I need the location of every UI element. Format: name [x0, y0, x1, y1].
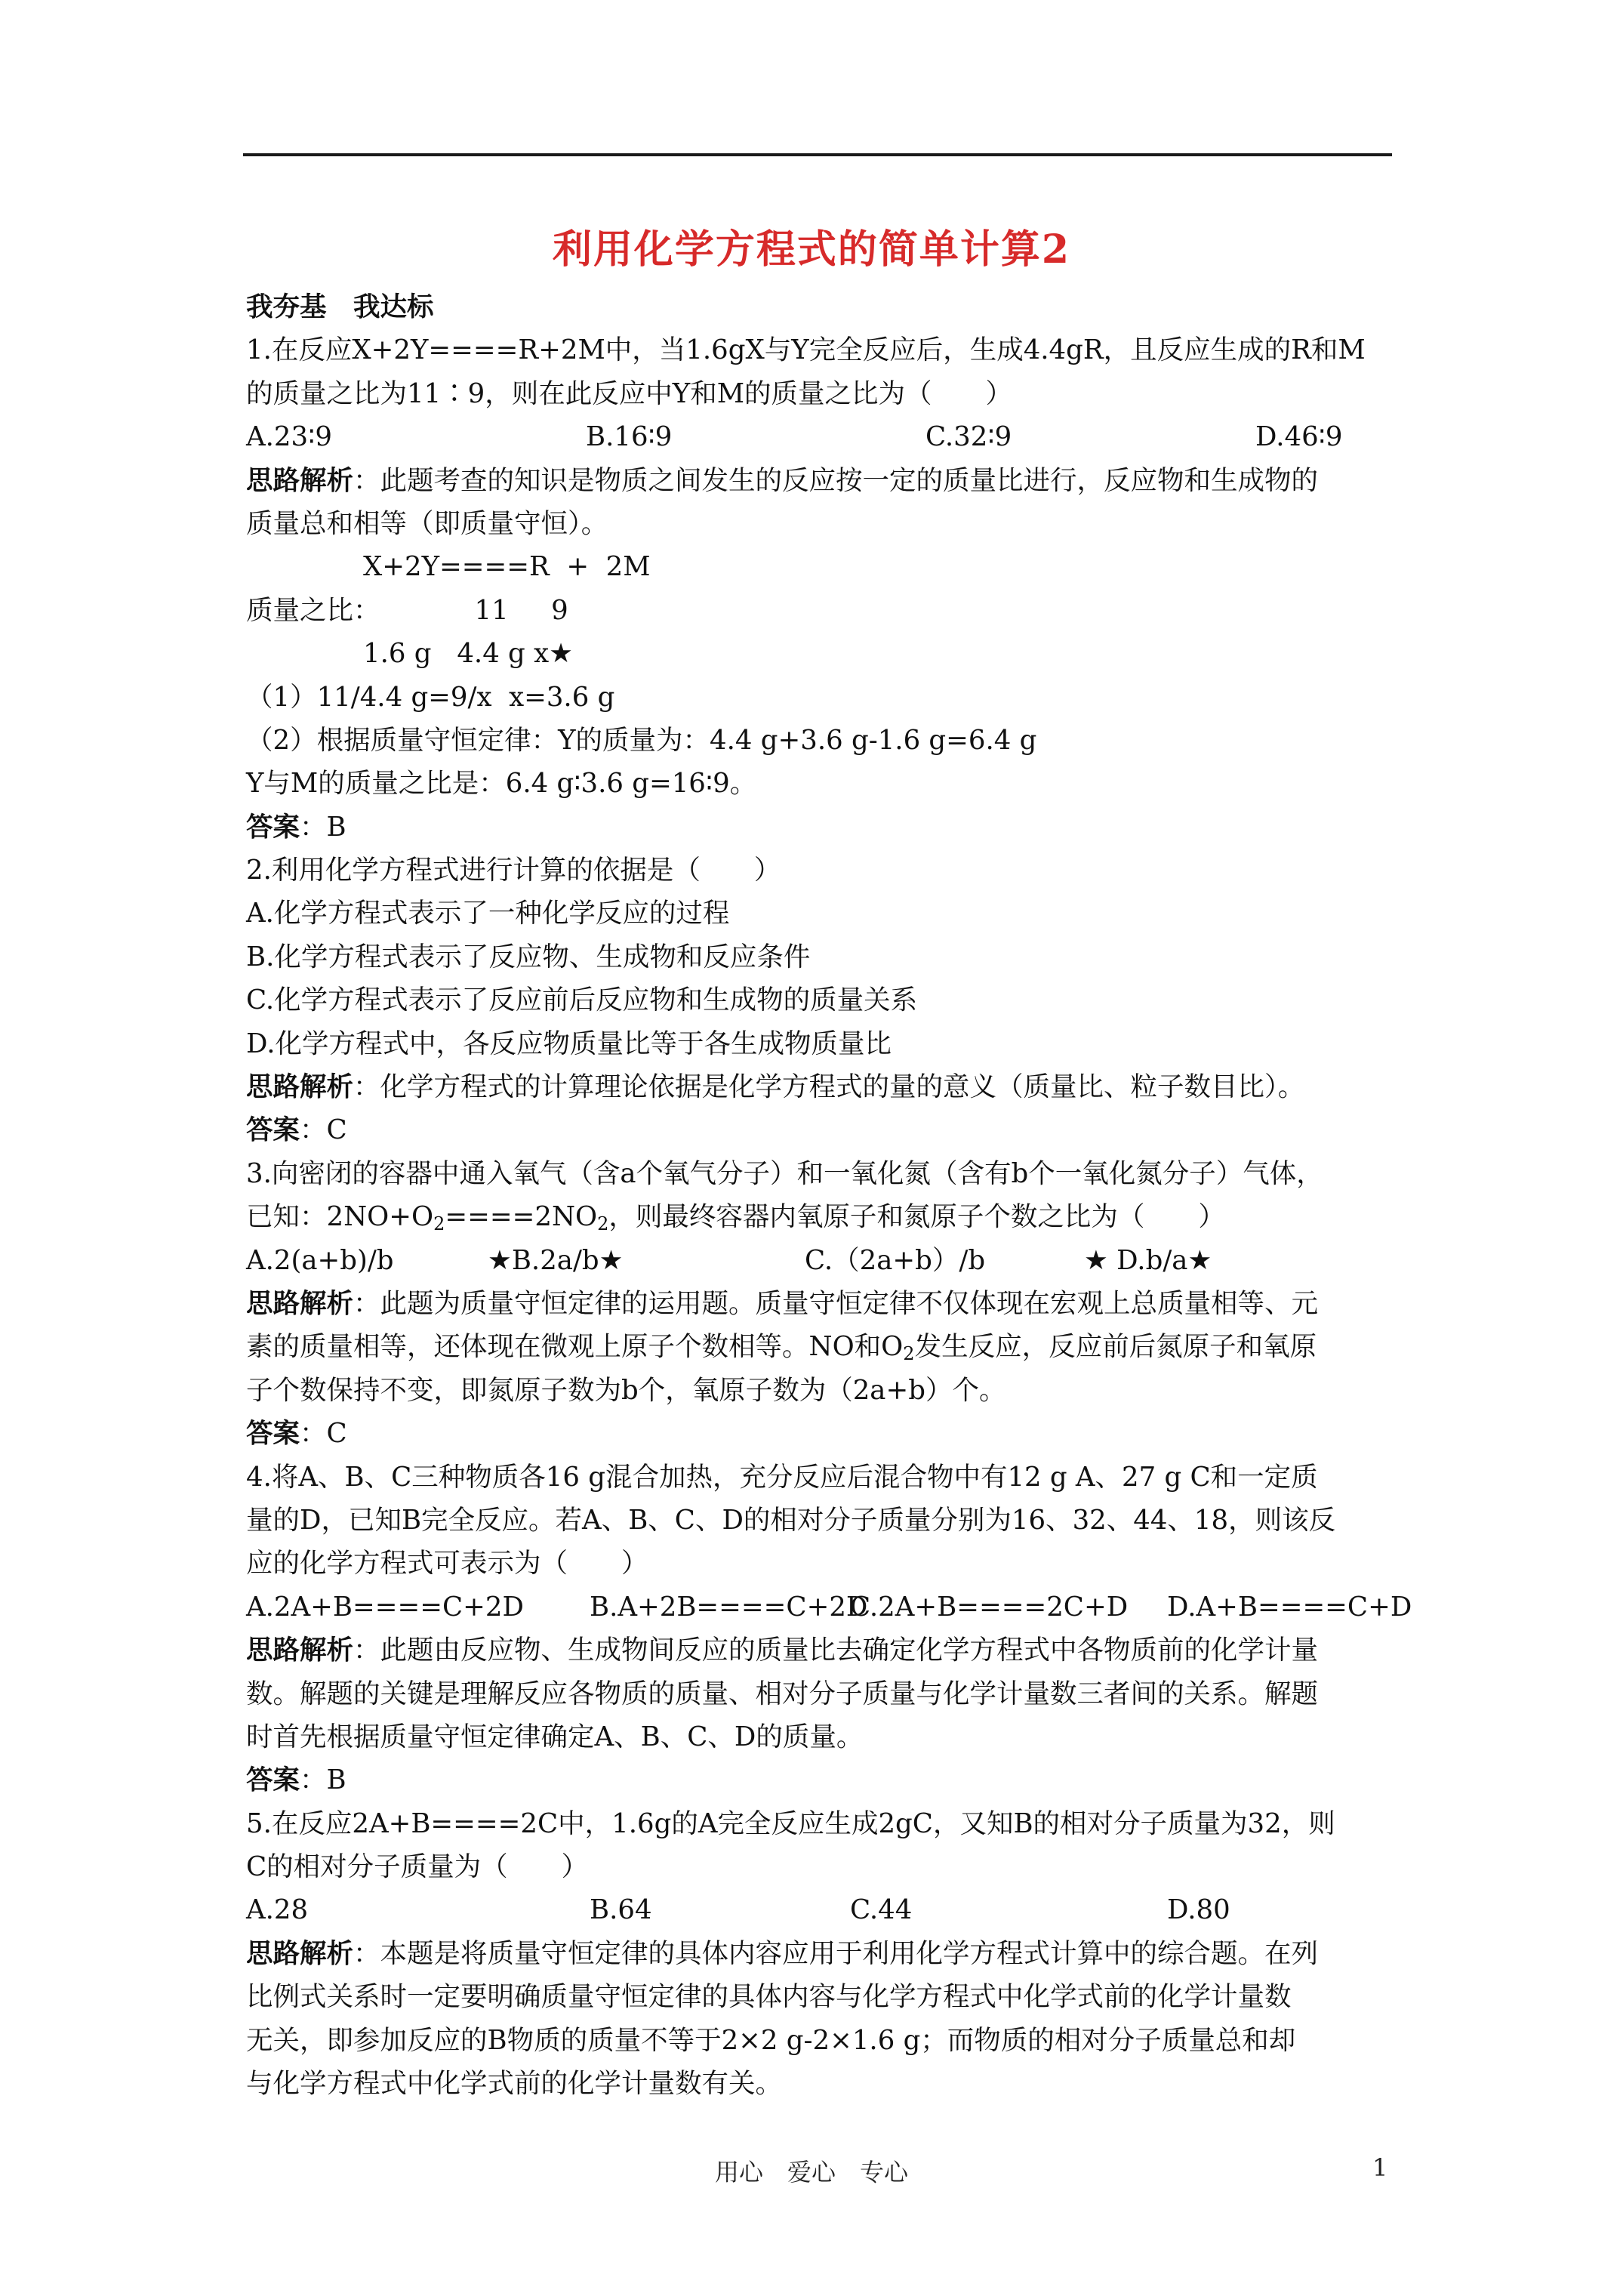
option-text: B.2a/b — [511, 1244, 599, 1276]
q1-analysis-line2: 质量总和相等（即质量守恒）。 — [246, 507, 608, 539]
q5-option-c: C.44 — [850, 1894, 913, 1926]
stem-text: 已知：2NO+O — [246, 1201, 434, 1233]
option-text: D.b/a — [1107, 1244, 1188, 1276]
q5-analysis-line1 — [246, 1932, 1424, 1975]
analysis-text: 发生反应，反应前后氮原子和氧原 — [914, 1331, 1317, 1363]
q3-analysis-line2 — [246, 1325, 1424, 1368]
q2-option-b: B.化学方程式表示了反应物、生成物和反应条件 — [246, 941, 811, 972]
q5-analysis-line4: 与化学方程式中化学式前的化学计量数有关。 — [246, 2068, 783, 2100]
q3-options — [246, 1239, 1424, 1282]
q4-analysis-line1 — [246, 1629, 1424, 1672]
q2-option-c: C.化学方程式表示了反应前后反应物和生成物的质量关系 — [246, 985, 918, 1016]
q3-analysis-line3: 子个数保持不变，即氮原子数为b个，氧原子数为（2a+b）个。 — [246, 1374, 1006, 1406]
answer-text: ：C — [300, 1114, 347, 1146]
analysis-text: ：化学方程式的计算理论依据是化学方程式的量的意义（质量比、粒子数目比）。 — [353, 1071, 1305, 1103]
q5-stem-line2: C的相对分子质量为（ ） — [246, 1851, 589, 1883]
page-title: 利用化学方程式的简单计算2 — [552, 227, 1071, 273]
q5-analysis-line2: 比例式关系时一定要明确质量守恒定律的具体内容与化学方程式中化学式前的化学计量数 — [246, 1981, 1292, 2013]
q3-option-c: C.（2a+b）/b — [805, 1244, 986, 1276]
page-number: 1 — [1372, 2153, 1388, 2182]
q1-masses-line — [246, 632, 1424, 675]
q4-option-d: D.A+B====C+D — [1167, 1591, 1412, 1623]
subscript: 2 — [597, 1213, 609, 1235]
analysis-label: 思路解析 — [246, 1937, 354, 1969]
answer-text: ：B — [300, 1764, 346, 1796]
q5-option-d: D.80 — [1167, 1894, 1230, 1926]
q3-option-d — [1084, 1239, 1212, 1282]
analysis-text: ：此题由反应物、生成物间反应的质量比去确定化学方程式中各物质前的化学计量 — [353, 1635, 1319, 1666]
q1-option-a: A.23∶9 — [246, 421, 332, 453]
page-footer: 用心 爱心 专心 — [714, 2158, 908, 2187]
q3-answer — [246, 1412, 1424, 1455]
star-icon: ★ — [1084, 1244, 1108, 1276]
q1-stem-line1: 1.在反应X+2Y====R+2M中，当1.6gX与Y完全反应后，生成4.4gR，且反应生成的R和M — [246, 334, 1366, 366]
q1-answer — [246, 806, 1424, 849]
answer-text: ：B — [300, 811, 346, 843]
analysis-label: 思路解析 — [246, 1287, 354, 1319]
q1-step2: （2）根据质量守恒定律：Y的质量为：4.4 g+3.6 g-1.6 g=6.4 g — [246, 724, 1037, 756]
q3-option-a: A.2(a+b)/b — [246, 1244, 394, 1276]
q1-analysis-line1 — [246, 459, 1424, 502]
q3-stem-line1: 3.向密闭的容器中通入氧气（含a个氧气分子）和一氧化氮（含有b个一氧化氮分子）气体， — [246, 1157, 1323, 1189]
q5-stem-line1: 5.在反应2A+B====2C中，1.6g的A完全反应生成2gC，又知B的相对分子质量为32，则 — [246, 1808, 1335, 1839]
q1-ratio-line — [246, 589, 1424, 632]
star-icon: ★ — [1187, 1244, 1212, 1276]
star-icon: ★ — [488, 1244, 512, 1276]
q4-option-c: C.2A+B====2C+D — [850, 1591, 1129, 1623]
q2-option-a: A.化学方程式表示了一种化学反应的过程 — [246, 898, 730, 929]
q4-options — [246, 1586, 1424, 1629]
analysis-text: ：此题为质量守恒定律的运用题。质量守恒定律不仅体现在宏观上总质量相等、元 — [353, 1287, 1319, 1319]
q1-option-b: B.16∶9 — [586, 421, 673, 453]
q4-option-b: B.A+2B====C+2D — [590, 1591, 868, 1623]
q2-answer — [246, 1108, 1424, 1151]
q1-equation: X+2Y====R + 2M — [363, 551, 651, 583]
q2-analysis — [246, 1065, 1424, 1108]
q1-step1: （1）11/4.4 g=9/x x=3.6 g — [246, 681, 615, 713]
q1-stem-line2: 的质量之比为11∶9，则在此反应中Y和M的质量之比为（ ） — [246, 378, 1013, 409]
document-body — [246, 285, 1424, 2105]
q4-stem-line3: 应的化学方程式可表示为（ ） — [246, 1548, 648, 1579]
analysis-text: ：本题是将质量守恒定律的具体内容应用于利用化学方程式计算中的综合题。在列 — [353, 1937, 1319, 1969]
analysis-label: 思路解析 — [246, 1635, 354, 1666]
answer-label: 答案 — [246, 1418, 300, 1450]
q2-option-d: D.化学方程式中，各反应物质量比等于各生成物质量比 — [246, 1028, 892, 1059]
star-icon: ★ — [599, 1244, 624, 1276]
q4-analysis-line2: 数。解题的关键是理解反应各物质的质量、相对分子质量与化学计量数三者间的关系。解题 — [246, 1678, 1319, 1709]
q1-step3: Y与M的质量之比是：6.4 g∶3.6 g=16∶9。 — [246, 768, 757, 800]
q5-option-b: B.64 — [590, 1894, 652, 1926]
analysis-label: 思路解析 — [246, 464, 354, 496]
q2-stem: 2.利用化学方程式进行计算的依据是（ ） — [246, 855, 781, 886]
q5-option-a: A.28 — [246, 1894, 309, 1926]
q5-options — [246, 1888, 1424, 1931]
section-heading: 我夯基 我达标 — [246, 291, 434, 322]
analysis-text: ：此题考查的知识是物质之间发生的反应按一定的质量比进行，反应物和生成物的 — [353, 464, 1319, 496]
ratio-values: 11 9 — [474, 594, 568, 626]
q4-option-a: A.2A+B====C+2D — [246, 1591, 524, 1623]
q5-analysis-line3: 无关，即参加反应的B物质的质量不等于2×2 g-2×1.6 g；而物质的相对分子质量总和却 — [246, 2024, 1296, 2056]
answer-label: 答案 — [246, 1114, 300, 1146]
answer-label: 答案 — [246, 811, 300, 843]
header-rule — [243, 153, 1392, 156]
q1-options — [246, 415, 1424, 458]
ratio-label: 质量之比： — [246, 594, 380, 626]
analysis-text: 素的质量相等，还体现在微观上原子个数相等。NO和O — [246, 1331, 904, 1363]
q3-analysis-line1 — [246, 1282, 1424, 1325]
stem-text: ====2NO — [445, 1201, 598, 1233]
stem-text: ，则最终容器内氧原子和氮原子个数之比为（ ） — [608, 1201, 1225, 1233]
q4-stem-line1: 4.将A、B、C三种物质各16 g混合加热，充分反应后混合物中有12 g A、27 g C和一定质 — [246, 1461, 1318, 1493]
masses-text: 1.6 g 4.4 g x — [363, 638, 550, 670]
subscript: 2 — [433, 1213, 445, 1235]
q4-analysis-line3: 时首先根据质量守恒定律确定A、B、C、D的质量。 — [246, 1721, 864, 1752]
q3-stem-line2 — [246, 1195, 1424, 1238]
subscript: 2 — [903, 1343, 915, 1365]
q1-option-d: D.46∶9 — [1255, 421, 1343, 453]
q1-option-c: C.32∶9 — [925, 421, 1012, 453]
star-icon: ★ — [549, 638, 573, 670]
q3-option-b — [488, 1239, 805, 1282]
analysis-label: 思路解析 — [246, 1071, 354, 1103]
answer-label: 答案 — [246, 1764, 300, 1796]
answer-text: ：C — [300, 1418, 347, 1450]
q4-answer — [246, 1758, 1424, 1801]
q4-stem-line2: 量的D，已知B完全反应。若A、B、C、D的相对分子质量分别为16、32、44、18，则该反 — [246, 1504, 1336, 1536]
